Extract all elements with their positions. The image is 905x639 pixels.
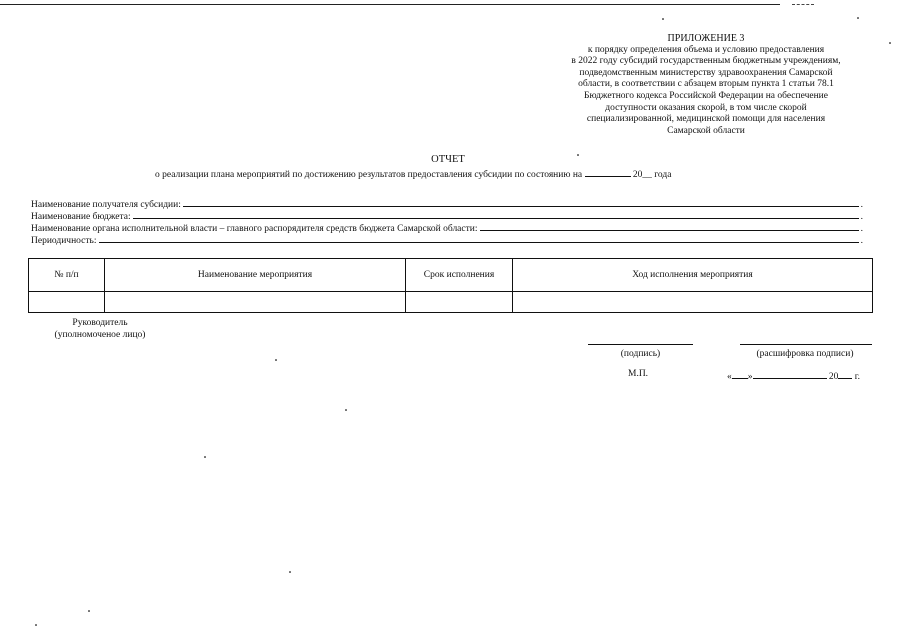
col-header-deadline: Срок исполнения: [406, 259, 513, 292]
field-label: Периодичность:: [31, 236, 97, 246]
table-cell-event-name[interactable]: [105, 292, 406, 313]
field-budget-input[interactable]: [133, 209, 859, 219]
report-subtitle: [155, 167, 671, 180]
col-header-number: № п/п: [29, 259, 105, 292]
scan-speck: [35, 624, 37, 626]
date-year-blank[interactable]: [838, 369, 852, 379]
appendix-line: подведомственным министерству здравоохранения Самарской: [579, 67, 833, 78]
date-day-blank[interactable]: [732, 369, 748, 379]
field-budget: Наименование бюджета: .: [31, 209, 863, 222]
field-authority-input[interactable]: [480, 221, 860, 231]
scan-speck: [289, 571, 291, 573]
table-cell-number[interactable]: [29, 292, 105, 313]
scan-speck: [275, 359, 277, 361]
scan-speck: [577, 154, 579, 156]
field-periodicity: Периодичность: .: [31, 233, 863, 246]
top-border-dash: [792, 4, 814, 5]
field-periodicity-input[interactable]: [99, 233, 860, 243]
appendix-heading: ПРИЛОЖЕНИЕ 3: [667, 33, 745, 44]
col-header-progress: Ход исполнения мероприятия: [513, 259, 873, 292]
scan-speck: [88, 610, 90, 612]
signature-caption: (подпись): [620, 349, 661, 359]
appendix-block: [545, 33, 867, 137]
table-cell-progress[interactable]: [513, 292, 873, 313]
stamp-placeholder: М.П.: [628, 369, 649, 379]
appendix-line: в 2022 году субсидий государственным бюджетным учреждениям,: [571, 56, 841, 67]
table-cell-deadline[interactable]: [406, 292, 513, 313]
table-header-row: [29, 259, 873, 292]
col-header-event-name: Наименование мероприятия: [105, 259, 406, 292]
report-title: ОТЧЕТ: [431, 154, 465, 165]
top-border-line: [0, 4, 780, 5]
field-label: Наименование органа исполнительной власти – главного распорядителя средств бюджета Самарской области:: [31, 224, 478, 234]
appendix-line: Бюджетного кодекса Российской Федерации на обеспечение: [584, 90, 828, 101]
signature-date: [727, 369, 860, 382]
scan-speck: [204, 456, 206, 458]
scan-speck: [345, 409, 347, 411]
scan-speck: [662, 18, 664, 20]
head-title: Руководитель: [72, 318, 128, 328]
date-year-prefix: 20: [828, 372, 839, 382]
field-label: Наименование получателя субсидии:: [31, 200, 181, 210]
field-recipient: Наименование получателя субсидии: .: [31, 197, 863, 210]
date-open-quote: «: [727, 372, 732, 382]
signature-decode-line[interactable]: [740, 344, 872, 345]
signature-line[interactable]: [588, 344, 693, 345]
head-signatory: [40, 317, 160, 341]
appendix-line: к порядку определения объема и условию предоставления: [587, 44, 825, 55]
appendix-line: области, в соответствии с абзацем вторым пункта 1 статьи 78.1: [578, 79, 834, 90]
appendix-line: специализированной, медицинской помощи для населения: [586, 114, 826, 125]
report-subtitle-text: о реализации плана мероприятий по достижению результатов предоставления субсидии по состоянию на: [155, 170, 583, 180]
date-month-blank[interactable]: [753, 369, 827, 379]
date-close-quote: »: [747, 372, 753, 382]
signature-decode-caption: (расшифровка подписи): [756, 349, 854, 359]
date-year-suffix: г.: [854, 372, 860, 382]
field-recipient-input[interactable]: [183, 197, 859, 207]
scan-speck: [889, 42, 891, 44]
appendix-line: доступности оказания скорой, в том числе скорой: [605, 102, 807, 113]
head-subtitle: (уполномоченое лицо): [54, 330, 146, 340]
events-table: [28, 258, 873, 313]
table-row: [29, 292, 873, 313]
report-date-blank[interactable]: [585, 167, 631, 177]
field-authority: Наименование органа исполнительной власти – главного распорядителя средств бюджета Самарской области: .: [31, 221, 863, 234]
appendix-line: Самарской области: [667, 125, 745, 136]
field-label: Наименование бюджета:: [31, 212, 131, 222]
report-subtitle-year: 20__ года: [632, 170, 672, 180]
scan-speck: [857, 17, 859, 19]
